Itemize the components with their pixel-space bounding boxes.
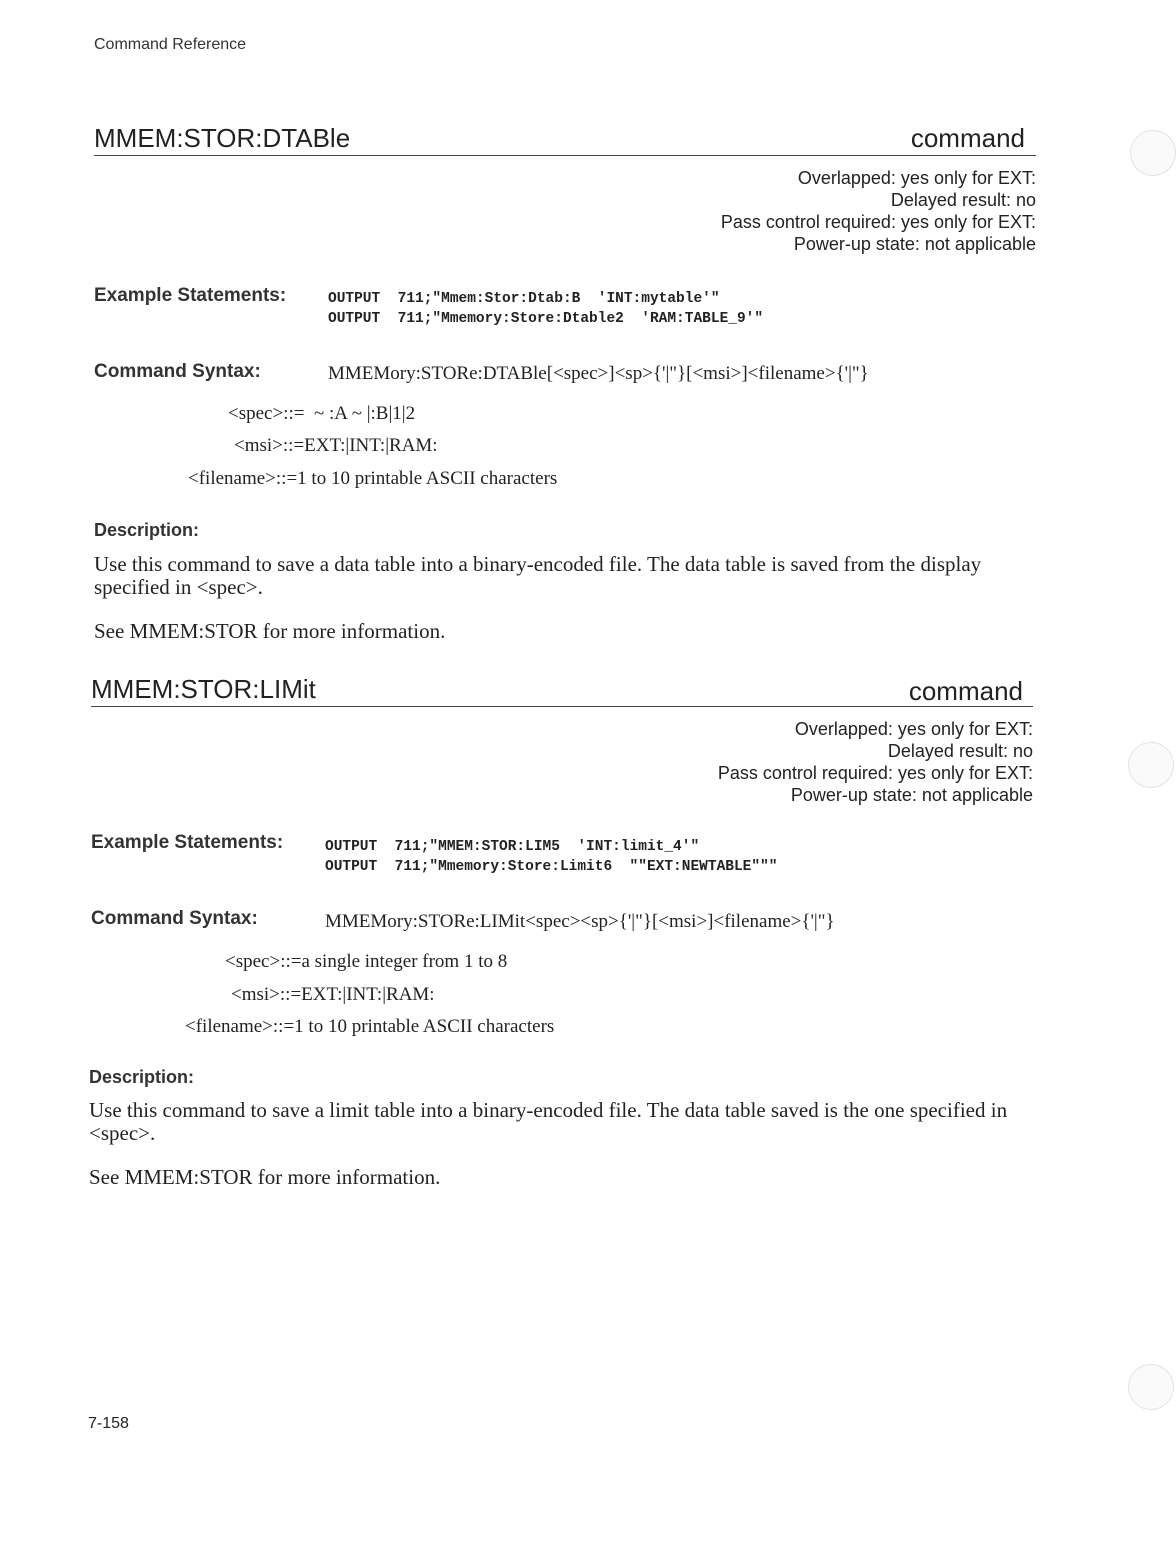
example-statement: OUTPUT 711;"Mmem:Stor:Dtab:B 'INT:mytable'"	[328, 291, 720, 307]
description-label: Description:	[94, 520, 200, 540]
see-also-text: See MMEM:STOR for more information.	[94, 619, 446, 643]
example-statement: OUTPUT 711;"Mmemory:Store:Dtable2 'RAM:TABLE_9'"	[328, 311, 764, 327]
example-statements-label: Example Statements:	[94, 285, 287, 306]
section-rule	[94, 155, 1036, 156]
description-text: Use this command to save a limit table into a binary-encoded file. The data table saved is the one specified in <spec>.	[89, 1098, 1008, 1145]
binder-hole-middle	[1128, 742, 1174, 788]
property-pass-control: Pass control required: yes only for EXT:	[720, 212, 1036, 232]
property-delayed-result: Delayed result: no	[890, 190, 1036, 210]
property-delayed-result: Delayed result: no	[887, 741, 1033, 761]
description-text: Use this command to save a data table into a binary-encoded file. The data table is saved from the display specified in <spec>.	[94, 552, 982, 599]
property-power-up-state: Power-up state: not applicable	[790, 785, 1033, 805]
property-overlapped: Overlapped: yes only for EXT:	[797, 168, 1036, 188]
binder-hole-bottom	[1128, 1364, 1174, 1410]
example-statement: OUTPUT 711;"MMEM:STOR:LIM5 'INT:limit_4'"	[325, 839, 700, 855]
property-pass-control: Pass control required: yes only for EXT:	[717, 763, 1033, 783]
command-syntax-label: Command Syntax:	[94, 361, 261, 382]
command-syntax: MMEMory:STORe:LIMit<spec><sp>{'|"}[<msi>]<filename>{'|"}	[325, 911, 835, 932]
section-type: command	[908, 676, 1023, 706]
spec-definition: <spec>::= ~ :A ~ |:B|1|2	[228, 403, 416, 424]
section-type: command	[910, 123, 1025, 153]
description-label: Description:	[89, 1067, 195, 1087]
example-statements-label: Example Statements:	[91, 832, 284, 853]
property-power-up-state: Power-up state: not applicable	[793, 234, 1036, 254]
property-overlapped: Overlapped: yes only for EXT:	[794, 719, 1033, 739]
page-number: 7-158	[88, 1415, 129, 1432]
command-syntax-label: Command Syntax:	[91, 908, 258, 929]
command-syntax: MMEMory:STORe:DTABle[<spec>]<sp>{'|"}[<msi>]<filename>{'|"}	[328, 363, 869, 384]
section-rule	[91, 706, 1033, 707]
msi-definition: <msi>::=EXT:|INT:|RAM:	[234, 435, 438, 456]
binder-hole-top	[1130, 130, 1176, 176]
msi-definition: <msi>::=EXT:|INT:|RAM:	[231, 984, 435, 1005]
section-title: MMEM:STOR:DTABle	[94, 123, 351, 153]
filename-definition: <filename>::=1 to 10 printable ASCII characters	[185, 1016, 555, 1037]
properties-block	[557, 718, 1033, 806]
see-also-text: See MMEM:STOR for more information.	[89, 1165, 441, 1189]
example-statement: OUTPUT 711;"Mmemory:Store:Limit6 ""EXT:NEWTABLE"""	[325, 859, 778, 875]
running-header: Command Reference	[94, 36, 247, 53]
spec-definition: <spec>::=a single integer from 1 to 8	[225, 951, 508, 972]
section-title: MMEM:STOR:LIMit	[91, 674, 316, 704]
filename-definition: <filename>::=1 to 10 printable ASCII characters	[188, 468, 558, 489]
properties-block	[560, 167, 1036, 255]
